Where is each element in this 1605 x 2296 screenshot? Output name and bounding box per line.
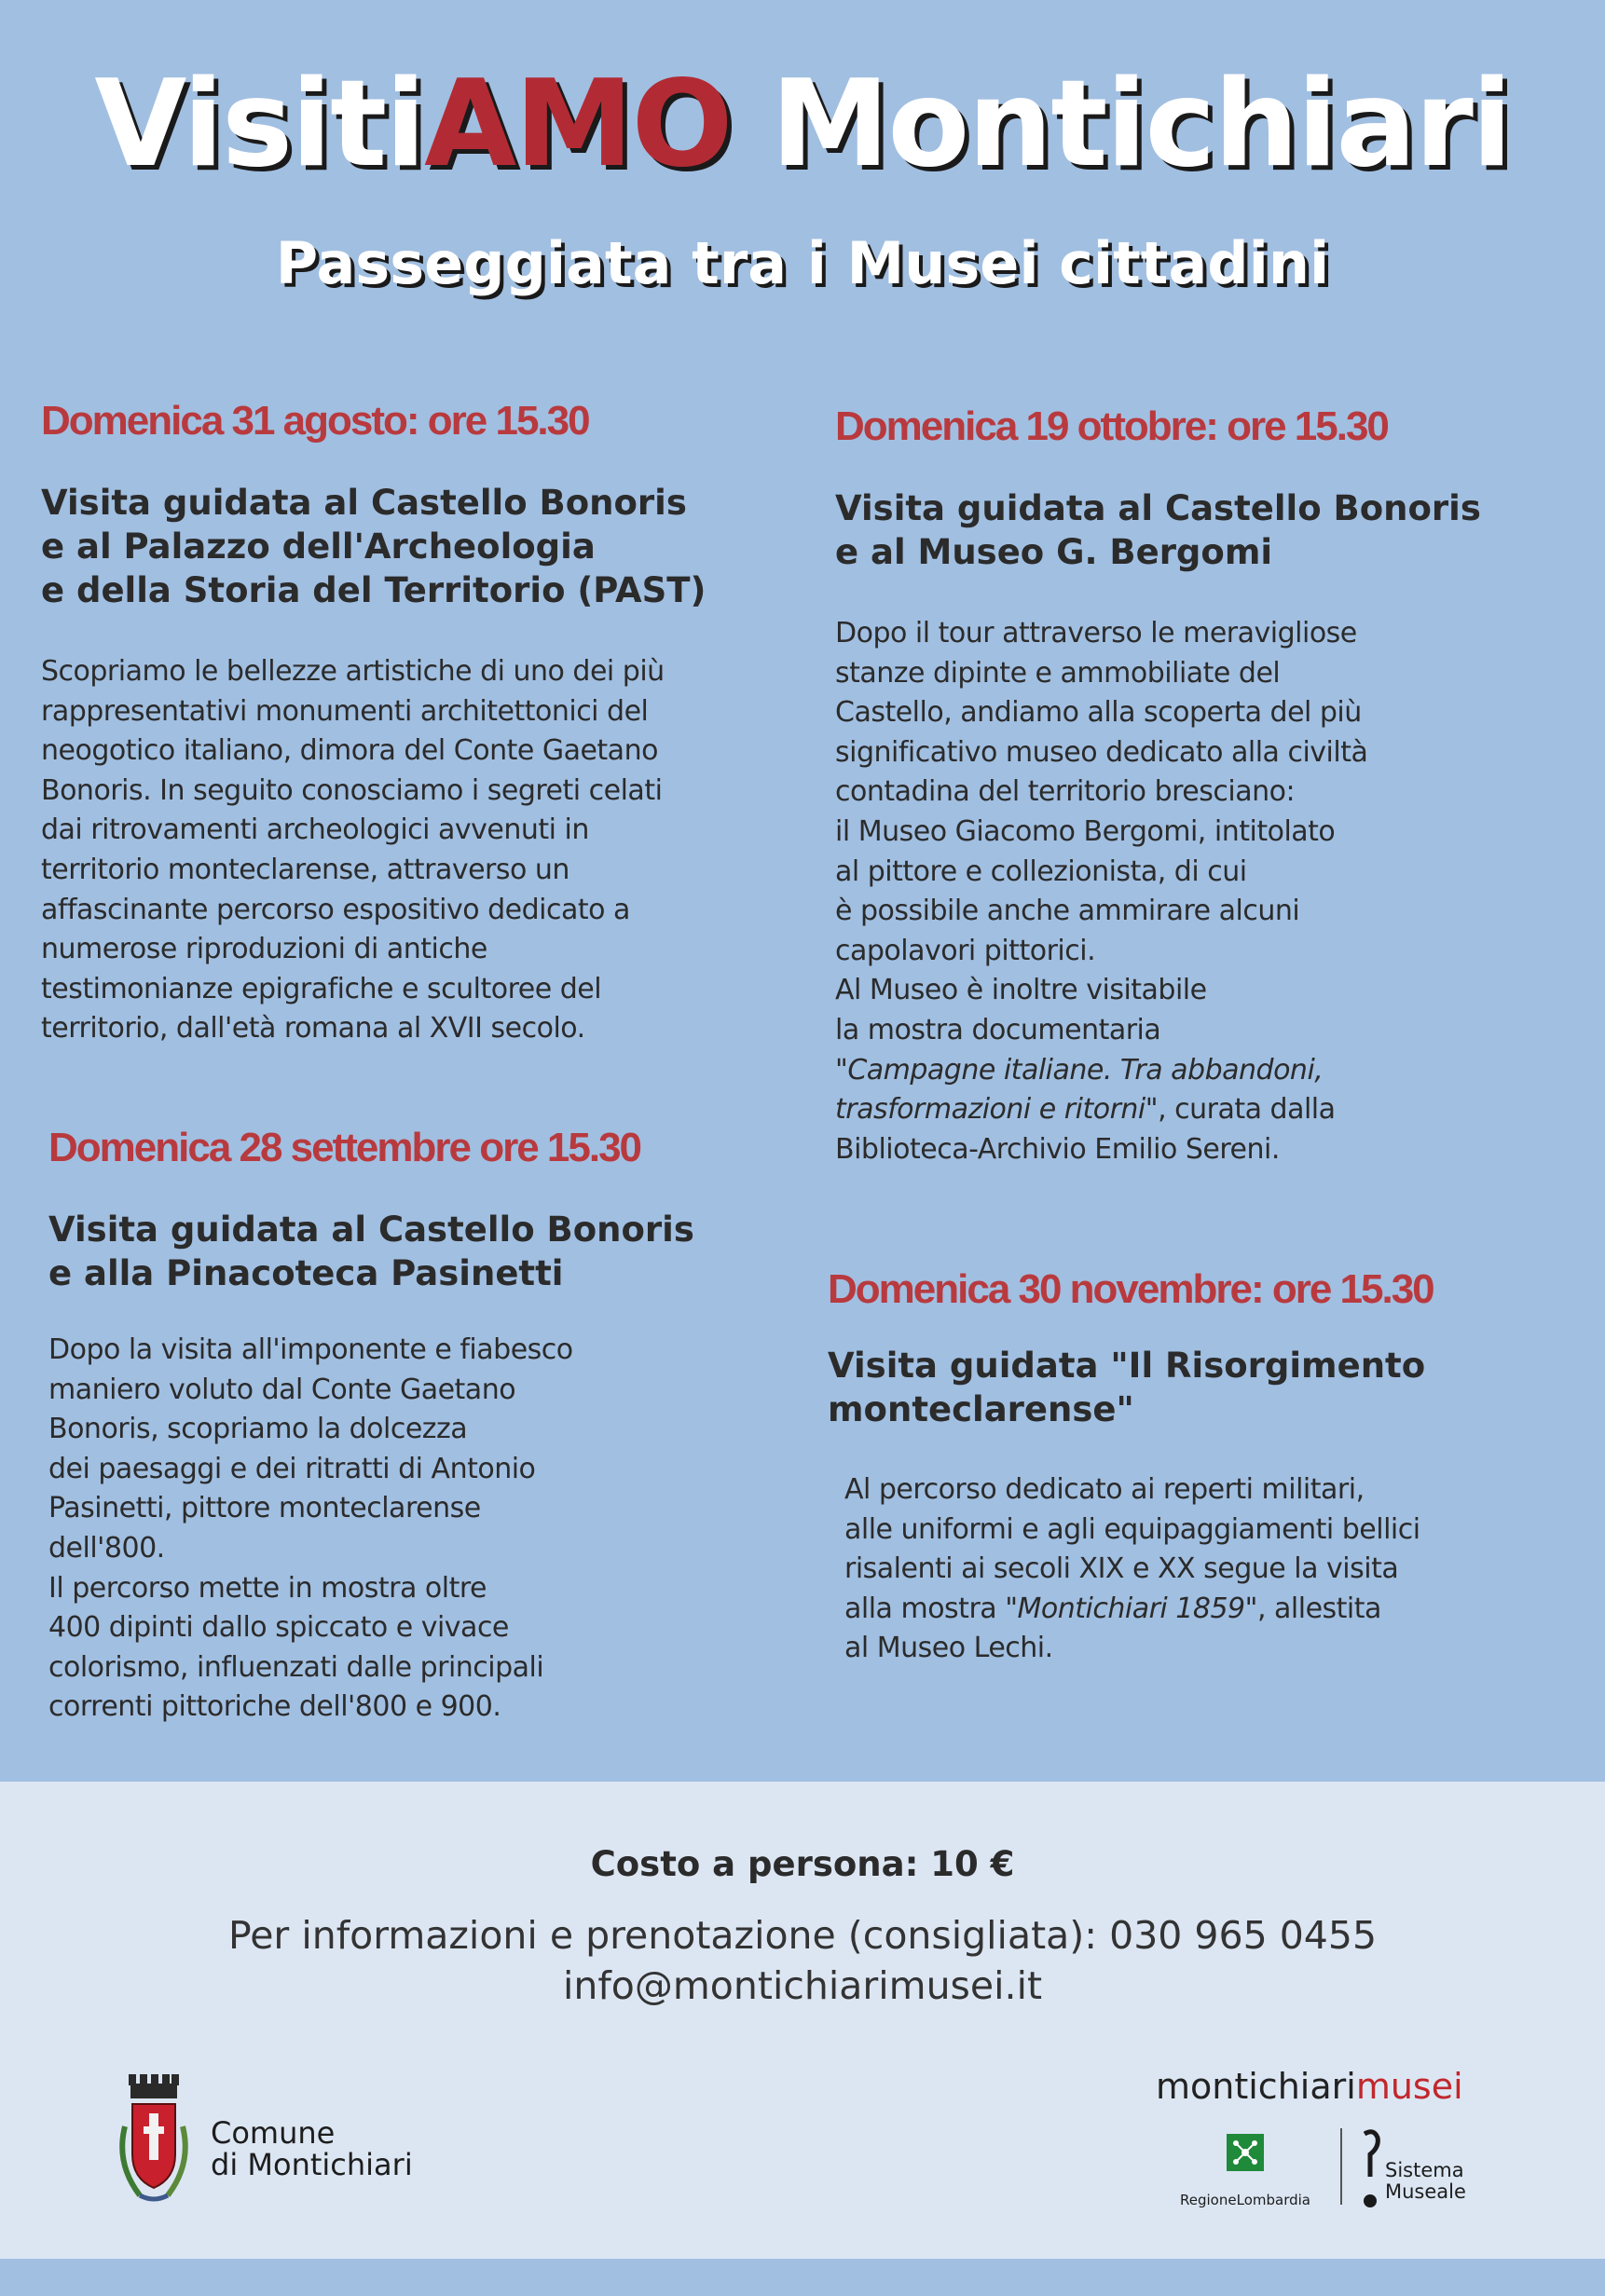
body-line: significativo museo dedicato alla civiltà xyxy=(835,735,1368,769)
body-line: Il percorso mette in mostra oltre xyxy=(48,1571,487,1605)
phone-line: Per informazioni e prenotazione (consigliata): 030 965 0455 xyxy=(227,1913,1378,1958)
body-line xyxy=(835,1090,1581,1130)
sistema-line: Sistema xyxy=(1385,2159,1464,2181)
body-line: il Museo Giacomo Bergomi, intitolato xyxy=(835,814,1336,848)
event-date: Domenica 28 settembre ore 15.30 xyxy=(48,1125,641,1170)
body-line: testimonianze epigrafiche e scultoree del xyxy=(41,972,602,1005)
comune-logo xyxy=(112,2070,447,2210)
body-line: dell'800. xyxy=(48,1531,165,1565)
event-heading xyxy=(48,1208,785,1295)
contact-info xyxy=(0,1910,1605,2011)
heading-line: monteclarense" xyxy=(828,1389,1134,1429)
event-heading xyxy=(41,481,777,612)
heading-line: e al Palazzo dell'Archeologia xyxy=(41,526,596,567)
sistema-line: Museale xyxy=(1385,2180,1466,2203)
heading-line: e al Museo G. Bergomi xyxy=(835,532,1273,572)
exhibition-title-italic: Montichiari 1859 xyxy=(1017,1592,1245,1625)
body-line: "Campagne italiane. Tra abbandoni, xyxy=(835,1053,1324,1086)
body-line: 400 dipinti dallo spiccato e vivace xyxy=(48,1611,509,1645)
footer xyxy=(0,1782,1605,2259)
body-line: territorio monteclarense, attraverso un xyxy=(41,853,569,886)
event-31-agosto xyxy=(41,398,777,1049)
heading-line: Visita guidata al Castello Bonoris xyxy=(835,488,1481,528)
main-title xyxy=(0,55,1605,194)
body-line: Bonoris. In seguito conosciamo i segreti celati xyxy=(41,773,663,807)
event-date: Domenica 31 agosto: ore 15.30 xyxy=(41,398,589,444)
body-line: dei paesaggi e dei ritratti di Antonio xyxy=(48,1452,536,1485)
body-line: numerose riproduzioni di antiche xyxy=(41,933,487,966)
cost-label: Costo a persona: 10 € xyxy=(590,1844,1015,1884)
title-accent: AMO xyxy=(424,55,732,194)
body-line: Scopriamo le bellezze artistiche di uno dei più xyxy=(41,655,665,688)
body-line: è possibile anche ammirare alcuni xyxy=(835,895,1300,928)
sistema-label xyxy=(1385,2160,1466,2203)
body-fragment: alla mostra " xyxy=(844,1592,1018,1625)
event-heading xyxy=(835,486,1581,574)
title-part-2: Montichiari xyxy=(731,55,1511,194)
heading-line: Visita guidata al Castello Bonoris xyxy=(41,483,687,523)
body-line: al Museo Lechi. xyxy=(844,1632,1053,1665)
rosa-camuna-icon xyxy=(1154,2128,1337,2188)
event-19-ottobre xyxy=(835,403,1581,1169)
body-line: capolavori pittorici. xyxy=(835,934,1096,967)
body-line: colorismo, influenzati dalle principali xyxy=(48,1650,544,1684)
body-line: alle uniformi e agli equipaggiamenti bellici xyxy=(844,1512,1420,1546)
regione-label: RegioneLombardia xyxy=(1180,2192,1310,2208)
body-line: Biblioteca-Archivio Emilio Sereni. xyxy=(835,1132,1280,1166)
body-fragment: ", allestita xyxy=(1244,1592,1381,1625)
body-line: territorio, dall'età romana al XVII secolo. xyxy=(41,1012,585,1046)
body-line xyxy=(844,1590,1583,1630)
event-date: Domenica 19 ottobre: ore 15.30 xyxy=(835,403,1388,449)
exhibition-title-italic: Campagne italiane. Tra abbandoni, xyxy=(847,1053,1324,1086)
body-line: maniero voluto dal Conte Gaetano xyxy=(48,1373,516,1406)
body-line: dai ritrovamenti archeologici avvenuti in xyxy=(41,813,589,847)
subtitle: Passeggiata tra i Musei cittadini xyxy=(275,229,1330,297)
montichiari-musei-logo xyxy=(1156,2066,1463,2107)
exhibition-title-italic: trasformazioni e ritorni xyxy=(835,1093,1145,1127)
event-28-settembre xyxy=(48,1125,785,1728)
sistema-museale-icon xyxy=(1357,2126,1385,2210)
comune-line: Comune xyxy=(211,2115,336,2151)
body-line: la mostra documentaria xyxy=(835,1013,1161,1046)
body-line: Bonoris, scopriamo la dolcezza xyxy=(48,1413,468,1446)
body-line: risalenti ai secoli XIX e XX segue la visita xyxy=(844,1552,1399,1586)
body-fragment: ", curata dalla xyxy=(1145,1093,1336,1127)
body-line: affascinante percorso espositivo dedicato a xyxy=(41,893,630,926)
heading-line: e alla Pinacoteca Pasinetti xyxy=(48,1253,564,1293)
body-line: Al Museo è inoltre visitabile xyxy=(835,974,1207,1007)
body-line: correnti pittoriche dell'800 e 900. xyxy=(48,1690,501,1724)
title-part-1: Visiti xyxy=(94,55,425,194)
body-line: Pasinetti, pittore monteclarense xyxy=(48,1492,481,1525)
body-line: Castello, andiamo alla scoperta del più xyxy=(835,696,1362,730)
regione-lombardia-logo xyxy=(1154,2128,1337,2212)
logo-divider xyxy=(1340,2128,1342,2205)
brand-red: musei xyxy=(1355,2066,1463,2107)
event-description xyxy=(48,1331,785,1728)
body-line: stanze dipinte e ammobiliate del xyxy=(835,656,1281,690)
event-heading xyxy=(828,1344,1583,1431)
body-line: Dopo la visita all'imponente e fiabesco xyxy=(48,1333,573,1366)
coat-of-arms-icon xyxy=(112,2070,196,2210)
email-link[interactable]: info@montichiarimusei.it xyxy=(562,1963,1043,2008)
event-description xyxy=(41,652,777,1049)
brand-plain: montichiari xyxy=(1156,2066,1356,2107)
body-line: Al percorso dedicato ai reperti militari, xyxy=(844,1473,1365,1506)
body-line: Dopo il tour attraverso le meravigliose xyxy=(835,617,1357,649)
event-date: Domenica 30 novembre: ore 15.30 xyxy=(828,1266,1434,1312)
heading-line: e della Storia del Territorio (PAST) xyxy=(41,570,706,610)
comune-line: di Montichiari xyxy=(211,2147,413,2182)
body-line: al pittore e collezionista, di cui xyxy=(835,854,1247,888)
sistema-museale-logo xyxy=(1357,2126,1478,2210)
event-description xyxy=(828,1470,1583,1669)
body-line: rappresentativi monumenti architettonici del xyxy=(41,694,649,728)
body-line: contadina del territorio bresciano: xyxy=(835,775,1296,809)
heading-line: Visita guidata al Castello Bonoris xyxy=(48,1210,694,1250)
body-line: neogotico italiano, dimora del Conte Gaetano xyxy=(41,734,658,768)
heading-line: Visita guidata "Il Risorgimento xyxy=(828,1346,1426,1386)
event-description xyxy=(835,614,1581,1169)
event-30-novembre xyxy=(828,1266,1583,1669)
bottom-strip xyxy=(0,2259,1605,2296)
comune-name xyxy=(211,2117,413,2180)
